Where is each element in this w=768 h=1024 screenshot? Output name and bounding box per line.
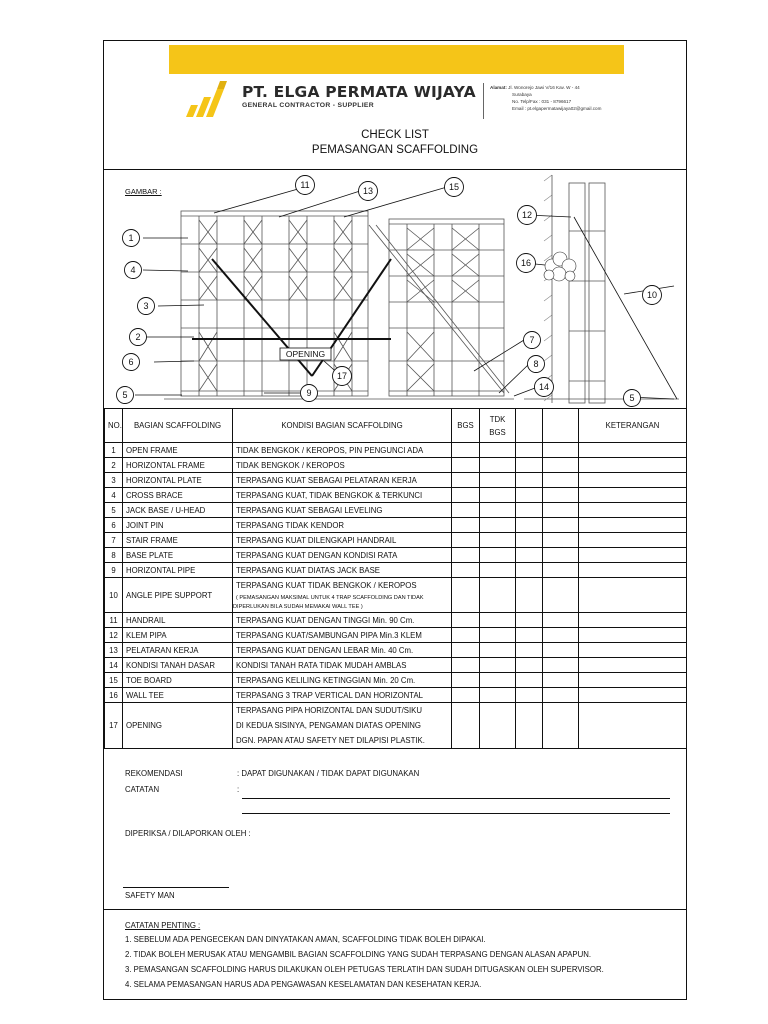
svg-text:17: 17 (336, 371, 348, 381)
tdk-bgs-cell[interactable] (480, 688, 516, 703)
company-logo-icon (184, 79, 229, 119)
svg-text:14: 14 (538, 382, 550, 392)
notes-label: CATATAN (125, 785, 160, 794)
company-address (490, 84, 601, 112)
tdk-bgs-cell[interactable] (480, 503, 516, 518)
svg-text:12: 12 (521, 210, 533, 220)
bgs-cell[interactable] (452, 613, 480, 628)
recommendation-label: REKOMENDASI (125, 769, 183, 778)
notes-cell[interactable] (579, 533, 687, 548)
col-blank-header (516, 409, 543, 443)
notes-cell[interactable] (579, 503, 687, 518)
svg-text:2: 2 (135, 332, 141, 342)
notes-cell[interactable] (579, 488, 687, 503)
notes-cell[interactable] (579, 578, 687, 613)
important-note-item: 2. TIDAK BOLEH MERUSAK ATAU MENGAMBIL BAGIAN SCAFFOLDING YANG SUDAH TERPASANG DENGAN ALASAN APAPUN. (125, 950, 592, 959)
svg-text:13: 13 (362, 186, 374, 196)
important-note-item: 4. SELAMA PEMASANGAN HARUS ADA PENGAWASAN KESELAMATAN DAN KESEHATAN KERJA. (125, 980, 482, 989)
address-label: Alamat: (490, 85, 507, 90)
svg-text:5: 5 (122, 390, 128, 400)
tdk-bgs-cell[interactable] (480, 548, 516, 563)
bgs-cell[interactable] (452, 578, 480, 613)
col-bgs-header: BGS (452, 409, 480, 443)
tdk-bgs-cell[interactable] (480, 658, 516, 673)
important-note-item: 3. PEMASANGAN SCAFFOLDING HARUS DILAKUKAN OLEH PETUGAS TERLATIH DAN SUDAH DITUGASKAN OLEH SUPERVISOR. (125, 965, 604, 974)
tdk-bgs-cell[interactable] (480, 563, 516, 578)
notes-cell[interactable] (579, 613, 687, 628)
notes-cell[interactable] (579, 563, 687, 578)
bgs-cell[interactable] (452, 503, 480, 518)
table-row: 4 CROSS BRACE TERPASANG KUAT, TIDAK BENGKOK & TERKUNCI (105, 488, 687, 503)
address-line3: No. Telp/Fax : 031 - 8796617 (512, 99, 572, 104)
tdk-bgs-cell[interactable] (480, 518, 516, 533)
company-name: PT. ELGA PERMATA WIJAYA (242, 83, 476, 101)
bgs-cell[interactable] (452, 563, 480, 578)
bgs-cell[interactable] (452, 673, 480, 688)
opening-label: OPENING (285, 349, 326, 359)
svg-text:7: 7 (529, 335, 535, 345)
table-row: 9 HORIZONTAL PIPE TERPASANG KUAT DIATAS JACK BASE (105, 563, 687, 578)
tdk-bgs-cell[interactable] (480, 703, 516, 749)
important-notes-title: CATATAN PENTING : (125, 921, 201, 930)
svg-text:1: 1 (128, 233, 134, 243)
header-divider (104, 169, 686, 170)
svg-text:6: 6 (128, 357, 134, 367)
col-no-header: NO. (105, 409, 123, 443)
table-row: 8 BASE PLATE TERPASANG KUAT DENGAN KONDISI RATA (105, 548, 687, 563)
bgs-cell[interactable] (452, 658, 480, 673)
bgs-cell[interactable] (452, 443, 480, 458)
checklist-sheet (103, 40, 687, 1000)
table-row: 6 JOINT PIN TERPASANG TIDAK KENDOR (105, 518, 687, 533)
table-row: 1 OPEN FRAME TIDAK BENGKOK / KEROPOS, PIN PENGUNCI ADA (105, 443, 687, 458)
table-row: 7 STAIR FRAME TERPASANG KUAT DILENGKAPI HANDRAIL (105, 533, 687, 548)
notes-line-2[interactable] (242, 813, 670, 814)
tdk-bgs-cell[interactable] (480, 473, 516, 488)
col-blank-header (543, 409, 579, 443)
table-row: 3 HORIZONTAL PLATE TERPASANG KUAT SEBAGAI PELATARAN KERJA (105, 473, 687, 488)
svg-text:5: 5 (629, 393, 635, 403)
bgs-cell[interactable] (452, 548, 480, 563)
recommendation-options[interactable]: : DAPAT DIGUNAKAN / TIDAK DAPAT DIGUNAKAN (237, 769, 420, 778)
svg-text:15: 15 (448, 182, 460, 192)
table-row: 14 KONDISI TANAH DASAR KONDISI TANAH RATA TIDAK MUDAH AMBLAS (105, 658, 687, 673)
address-line2: Surabaya (512, 92, 532, 97)
table-row: 11 HANDRAIL TERPASANG KUAT DENGAN TINGGI Min. 90 Cm. (105, 613, 687, 628)
bgs-cell[interactable] (452, 458, 480, 473)
bgs-cell[interactable] (452, 533, 480, 548)
tdk-bgs-cell[interactable] (480, 458, 516, 473)
bgs-cell[interactable] (452, 688, 480, 703)
table-row: 17 OPENING TERPASANG PIPA HORIZONTAL DAN SUDUT/SIKU DI KEDUA SISINYA, PENGAMAN DIATAS OPENING DGN. PAPAN ATAU SAFETY NET DILAPISI PLASTIK. (105, 703, 687, 749)
notes-cell[interactable] (579, 628, 687, 643)
checklist-table (104, 408, 687, 749)
bgs-cell[interactable] (452, 628, 480, 643)
table-header-row (105, 409, 687, 443)
svg-text:10: 10 (646, 290, 658, 300)
table-row: 10 ANGLE PIPE SUPPORT TERPASANG KUAT TIDAK BENGKOK / KEROPOS ( PEMASANGAN MAKSIMAL UNTUK 4 TRAP SCAFFOLDING DAN TIDAK DIPERLUKAN BILA SUDAH MEMAKAI WALL TEE ) (105, 578, 687, 613)
signature-role: SAFETY MAN (125, 891, 175, 900)
header-color-band (169, 45, 624, 74)
notes-cell[interactable] (579, 473, 687, 488)
address-line1: Jl. Wonorejo Jawi V/16 Kav. W - 44 (508, 85, 580, 90)
important-note-item: 1. SEBELUM ADA PENGECEKAN DAN DINYATAKAN AMAN, SCAFFOLDING TIDAK BOLEH DIPAKAI. (125, 935, 486, 944)
tdk-bgs-cell[interactable] (480, 443, 516, 458)
signature-line[interactable] (123, 887, 229, 888)
bgs-cell[interactable] (452, 473, 480, 488)
notes-cell[interactable] (579, 703, 687, 749)
svg-text:8: 8 (533, 359, 539, 369)
tdk-bgs-cell[interactable] (480, 533, 516, 548)
notes-cell[interactable] (579, 658, 687, 673)
tdk-bgs-cell[interactable] (480, 673, 516, 688)
notes-cell[interactable] (579, 458, 687, 473)
table-row: 5 JACK BASE / U-HEAD TERPASANG KUAT SEBAGAI LEVELING (105, 503, 687, 518)
scaffolding-diagram (104, 171, 686, 409)
notes-cell[interactable] (579, 688, 687, 703)
svg-text:16: 16 (520, 258, 532, 268)
bgs-cell[interactable] (452, 643, 480, 658)
document-title: CHECK LIST (361, 129, 429, 141)
notes-line-1[interactable] (242, 798, 670, 799)
svg-text:11: 11 (300, 180, 310, 190)
svg-text:9: 9 (306, 388, 312, 398)
col-condition-header: KONDISI BAGIAN SCAFFOLDING (233, 409, 452, 443)
address-divider (483, 83, 484, 119)
notes-cell[interactable] (579, 443, 687, 458)
notes-cell[interactable] (579, 548, 687, 563)
table-row: 2 HORIZONTAL FRAME TIDAK BENGKOK / KEROPOS (105, 458, 687, 473)
drawing-caption: GAMBAR : (125, 187, 162, 196)
document-subtitle: PEMASANGAN SCAFFOLDING (311, 144, 479, 156)
col-tdk-bgs-header: TDK BGS (480, 409, 516, 443)
notes-divider (104, 909, 686, 910)
notes-colon: : (237, 785, 240, 794)
col-notes-header: KETERANGAN (579, 409, 687, 443)
bgs-cell[interactable] (452, 518, 480, 533)
tdk-bgs-cell[interactable] (480, 628, 516, 643)
table-row: 12 KLEM PIPA TERPASANG KUAT/SAMBUNGAN PIPA Min.3 KLEM (105, 628, 687, 643)
table-row: 13 PELATARAN KERJA TERPASANG KUAT DENGAN LEBAR Min. 40 Cm. (105, 643, 687, 658)
table-row: 16 WALL TEE TERPASANG 3 TRAP VERTICAL DAN HORIZONTAL (105, 688, 687, 703)
col-part-header: BAGIAN SCAFFOLDING (123, 409, 233, 443)
bgs-cell[interactable] (452, 488, 480, 503)
address-line4: Email : pt.elgapermatawijaya02@gmail.com (512, 106, 602, 111)
table-row: 15 TOE BOARD TERPASANG KELILING KETINGGIAN Min. 20 Cm. (105, 673, 687, 688)
notes-cell[interactable] (579, 518, 687, 533)
tdk-bgs-cell[interactable] (480, 488, 516, 503)
company-tagline: GENERAL CONTRACTOR - SUPPLIER (242, 102, 374, 109)
notes-cell[interactable] (579, 643, 687, 658)
svg-text:3: 3 (143, 301, 149, 311)
tdk-bgs-cell[interactable] (480, 578, 516, 613)
svg-text:4: 4 (130, 265, 136, 275)
bgs-cell[interactable] (452, 703, 480, 749)
tdk-bgs-cell[interactable] (480, 643, 516, 658)
tdk-bgs-cell[interactable] (480, 613, 516, 628)
inspected-by-label: DIPERIKSA / DILAPORKAN OLEH : (125, 829, 251, 838)
notes-cell[interactable] (579, 673, 687, 688)
